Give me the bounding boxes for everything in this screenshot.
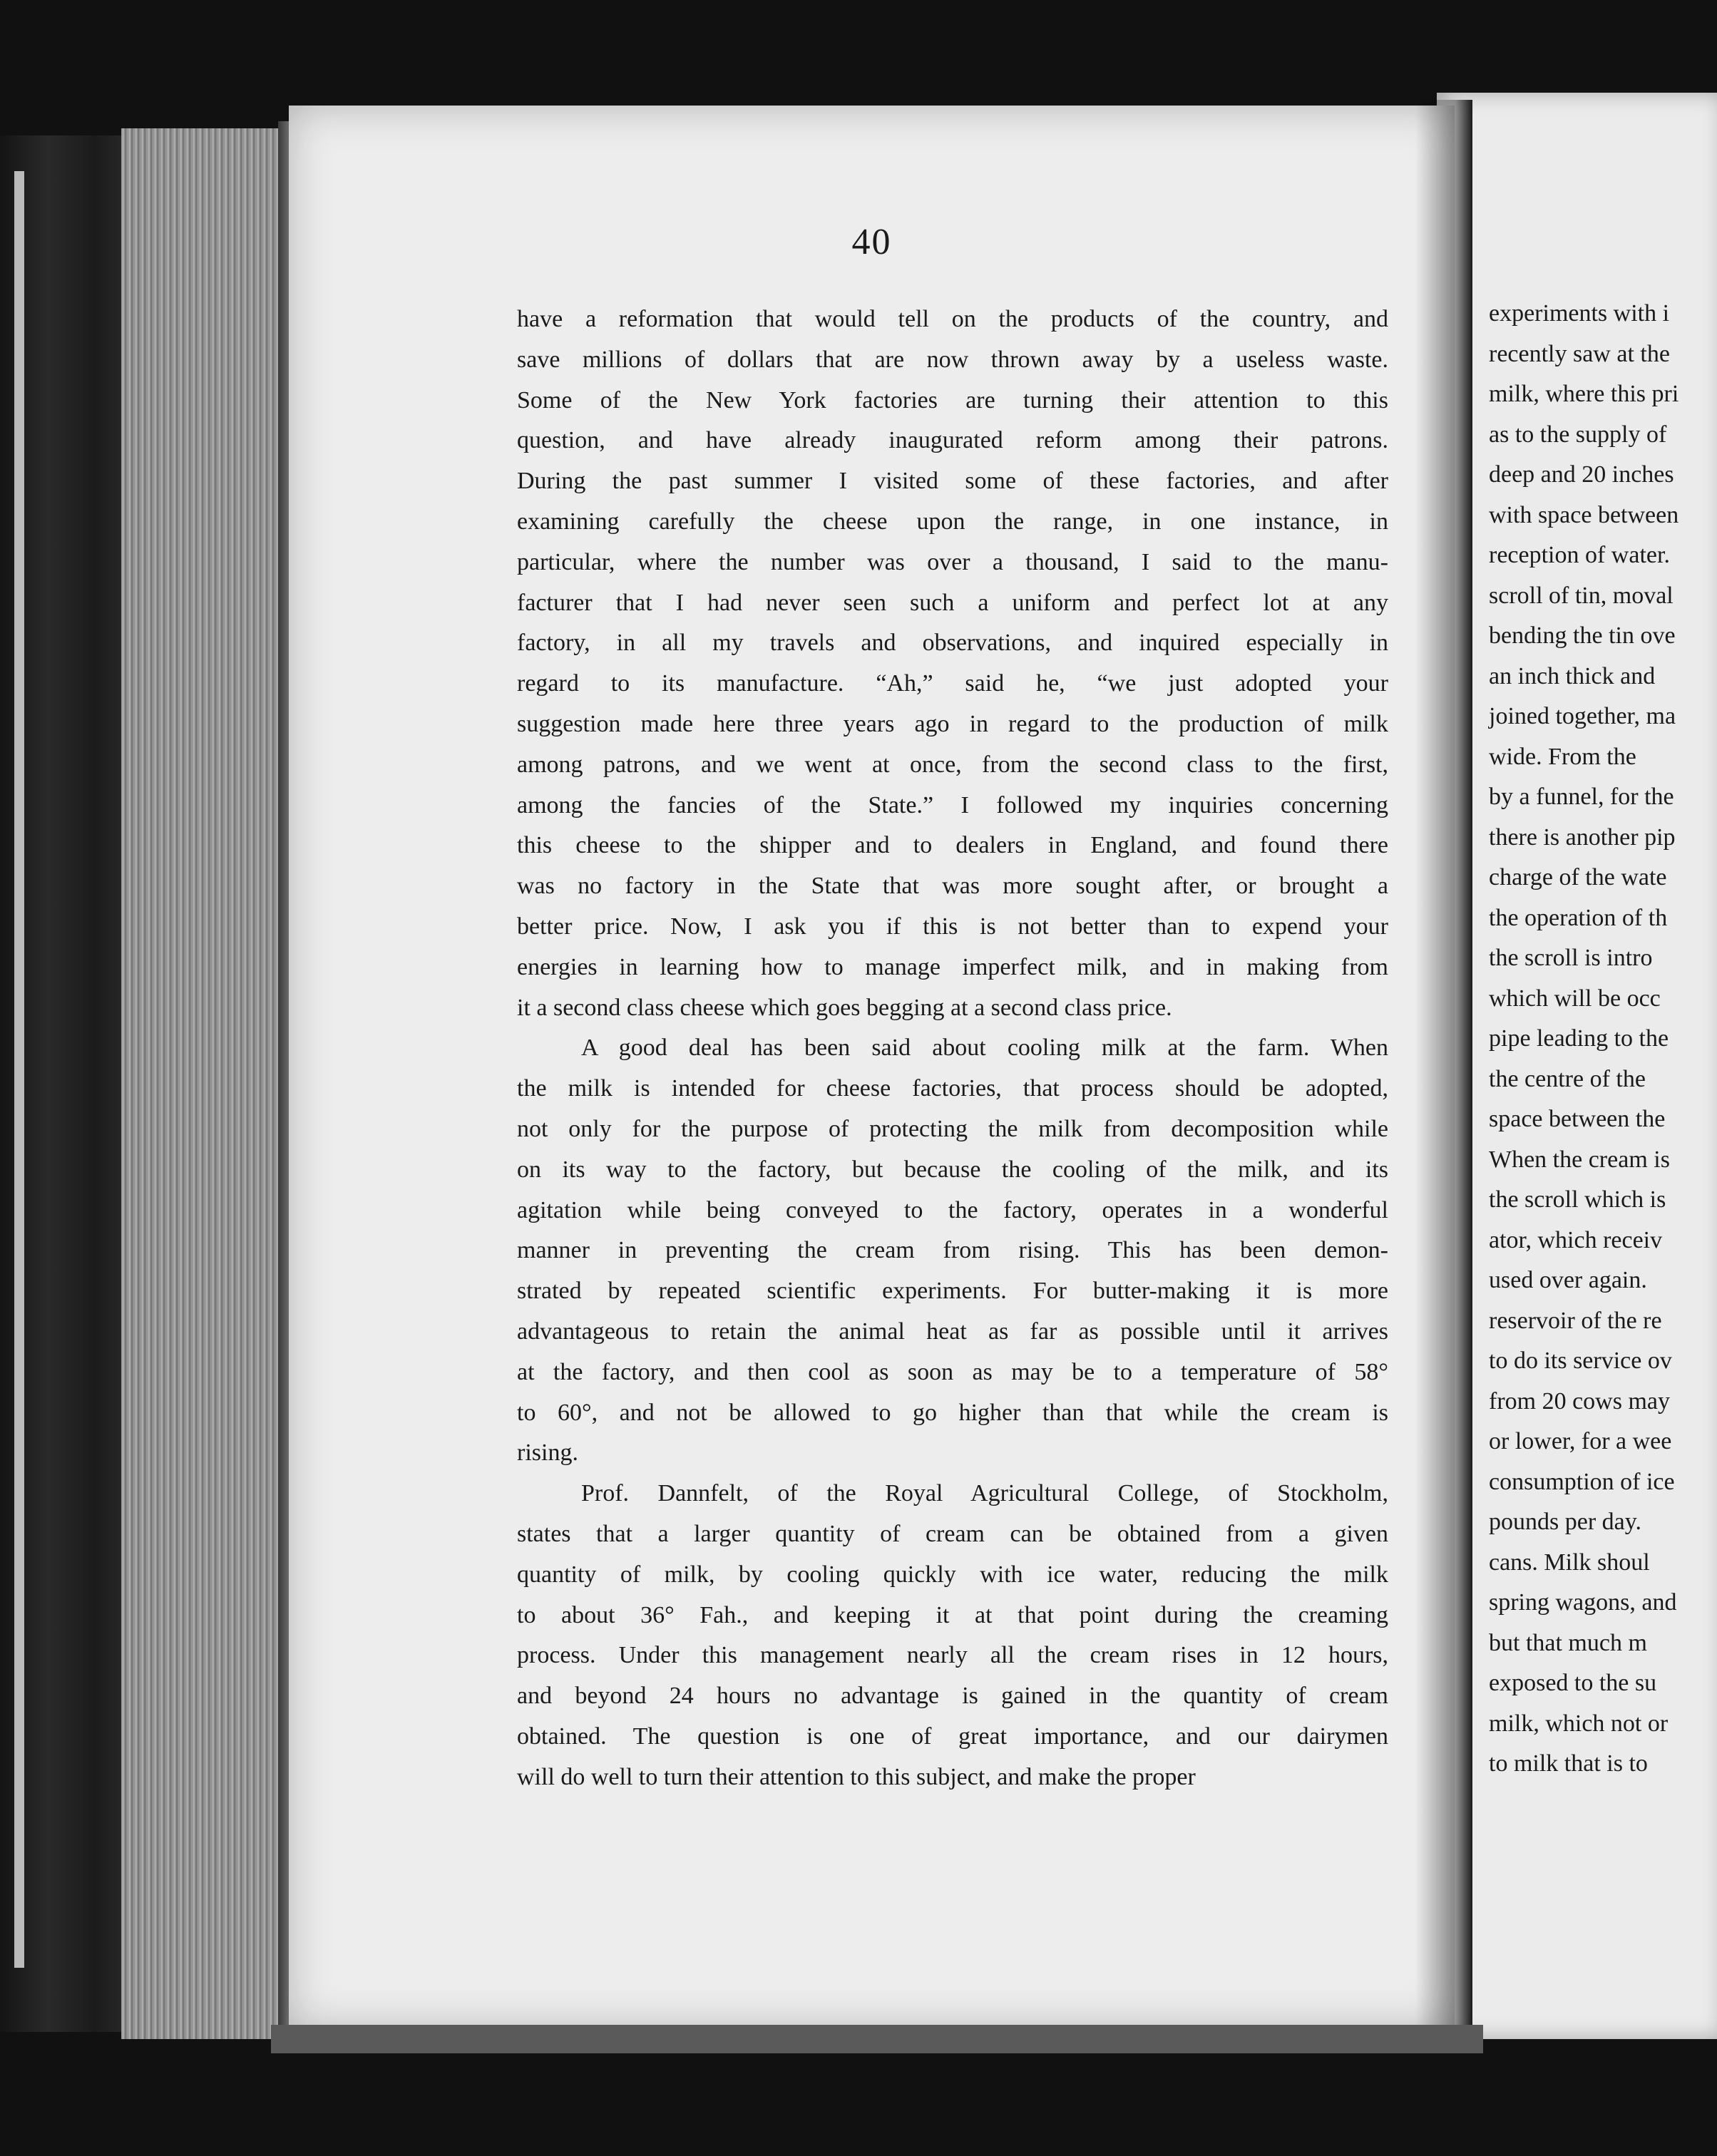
right-page-line: the scroll which is — [1489, 1186, 1666, 1213]
text-line: manner in preventing the cream from rising. This has been demon- — [517, 1237, 1388, 1264]
page-body-text — [517, 299, 1388, 1797]
text-line: will do well to turn their attention to this subject, and make the proper — [517, 1763, 1196, 1790]
text-line: obtained. The question is one of great importance, and our dairymen — [517, 1723, 1388, 1750]
right-page-line: spring wagons, and — [1489, 1589, 1677, 1616]
left-page — [289, 106, 1455, 2031]
paragraph — [517, 299, 1388, 1028]
text-line: was no factory in the State that was more sought after, or brought a — [517, 873, 1388, 900]
right-page-line: an inch thick and — [1489, 662, 1656, 689]
text-line: states that a larger quantity of cream can be obtained from a given — [517, 1520, 1388, 1547]
right-page-line: ator, which receiv — [1489, 1226, 1663, 1253]
text-line: energies in learning how to manage imperfect milk, and in making from — [517, 953, 1388, 980]
book-gutter-shadow — [1415, 100, 1472, 2039]
scan-speck — [1255, 36, 1261, 46]
scan-speck — [1554, 14, 1559, 21]
text-line: and beyond 24 hours no advantage is gained in the quantity of cream — [517, 1683, 1388, 1710]
text-line: the milk is intended for cheese factories, that process should be adopted, — [517, 1075, 1388, 1102]
right-page-line: deep and 20 inches — [1489, 461, 1674, 488]
text-line: have a reformation that would tell on the products of the country, and — [517, 306, 1388, 332]
text-line: Prof. Dannfelt, of the Royal Agricultural College, of Stockholm, — [581, 1480, 1388, 1507]
right-page-line: experiments with i — [1489, 300, 1670, 327]
right-page-line: the centre of the — [1489, 1065, 1646, 1092]
right-page-line: charge of the wate — [1489, 864, 1667, 890]
right-page-line: the operation of th — [1489, 904, 1668, 931]
text-line: facturer that I had never seen such a uniform and perfect lot at any — [517, 589, 1388, 616]
cover-edge-highlight — [14, 171, 24, 1968]
text-line: suggestion made here three years ago in regard to the production of milk — [517, 710, 1388, 737]
right-page-line: pipe leading to the — [1489, 1025, 1669, 1052]
text-line: quantity of milk, by cooling quickly with ice water, reducing the milk — [517, 1561, 1388, 1588]
text-line: question, and have already inaugurated reform among their patrons. — [517, 427, 1388, 454]
text-line: particular, where the number was over a thousand, I said to the manu- — [517, 548, 1388, 575]
right-page — [1437, 93, 1717, 2039]
right-page-line: exposed to the su — [1489, 1670, 1657, 1696]
right-page-line: bending the tin ove — [1489, 622, 1676, 649]
right-page-line: from 20 cows may — [1489, 1387, 1671, 1415]
paragraph — [517, 1028, 1388, 1474]
text-line: rising. — [517, 1439, 578, 1467]
right-page-line: scroll of tin, moval — [1489, 582, 1674, 609]
right-page-line: as to the supply of — [1489, 421, 1667, 448]
text-line: among the fancies of the State.” I followed my inquiries concerning — [517, 791, 1388, 818]
text-line: advantageous to retain the animal heat as far as possible until it arrives — [517, 1318, 1388, 1345]
text-line: strated by repeated scientific experiments. For butter-making it is more — [517, 1278, 1388, 1305]
right-page-line: wide. From the — [1489, 743, 1636, 770]
page-number: 40 — [851, 222, 892, 262]
right-page-line: to do its service ov — [1489, 1348, 1672, 1374]
text-line: it a second class cheese which goes begging at a second class price. — [517, 994, 1172, 1021]
text-line: examining carefully the cheese upon the range, in one instance, in — [517, 508, 1388, 535]
text-line: not only for the purpose of protecting the milk from decomposition while — [517, 1115, 1388, 1142]
text-line: agitation while being conveyed to the factory, operates in a wonderful — [517, 1196, 1388, 1223]
scan-speck — [685, 7, 688, 13]
right-page-line: cans. Milk shoul — [1489, 1549, 1650, 1576]
right-page-line: consumption of ice — [1489, 1468, 1675, 1495]
text-line: Some of the New York factories are turning their attention to this — [517, 386, 1388, 414]
text-line: save millions of dollars that are now thrown away by a useless waste. — [517, 346, 1388, 373]
text-line: among patrons, and we went at once, from the second class to the first, — [517, 751, 1388, 778]
right-page-line: milk, which not or — [1489, 1710, 1669, 1737]
text-line: this cheese to the shipper and to dealers in England, and found there — [517, 832, 1388, 859]
text-line: During the past summer I visited some of these factories, and after — [517, 468, 1388, 495]
text-line: factory, in all my travels and observations, and inquired especially in — [517, 630, 1388, 657]
right-page-line: milk, where this pri — [1489, 381, 1679, 407]
right-page-line: the scroll is intro — [1489, 945, 1653, 971]
page-bottom-edge — [271, 2025, 1483, 2053]
right-page-line: to milk that is to — [1489, 1750, 1648, 1777]
right-page-line: pounds per day. — [1489, 1509, 1642, 1535]
text-line: on its way to the factory, but because the cooling of the milk, and its — [517, 1156, 1388, 1183]
right-page-line: there is another pip — [1489, 823, 1676, 851]
right-page-line: reception of water. — [1489, 542, 1670, 568]
right-page-line: joined together, ma — [1489, 703, 1676, 729]
right-page-line: with space between — [1489, 501, 1679, 528]
right-page-line: but that much m — [1489, 1629, 1647, 1656]
right-page-line: which will be occ — [1489, 985, 1661, 1012]
text-line: regard to its manufacture. “Ah,” said he, “we just adopted your — [517, 670, 1388, 697]
right-page-text — [1489, 294, 1717, 1785]
right-page-line: When the cream is — [1489, 1146, 1670, 1173]
right-page-line: used over again. — [1489, 1267, 1647, 1293]
right-page-line: reservoir of the re — [1489, 1307, 1662, 1334]
right-page-line: recently saw at the — [1489, 340, 1670, 367]
text-line: to about 36° Fah., and keeping it at that point during the creaming — [517, 1601, 1388, 1628]
right-page-line: by a funnel, for the — [1489, 784, 1674, 810]
paragraph — [517, 1474, 1388, 1797]
right-page-line: or lower, for a wee — [1489, 1428, 1672, 1454]
right-page-line: space between the — [1489, 1106, 1666, 1132]
text-line: better price. Now, I ask you if this is not better than to expend your — [517, 913, 1388, 940]
text-line: A good deal has been said about cooling milk at the farm. When — [581, 1035, 1388, 1062]
text-line: to 60°, and not be allowed to go higher than that while the cream is — [517, 1399, 1388, 1426]
text-line: process. Under this management nearly all the cream rises in 12 hours, — [517, 1642, 1388, 1669]
page-stack-edge — [121, 128, 292, 2039]
text-line: at the factory, and then cool as soon as may be to a temperature of 58° — [517, 1358, 1388, 1385]
